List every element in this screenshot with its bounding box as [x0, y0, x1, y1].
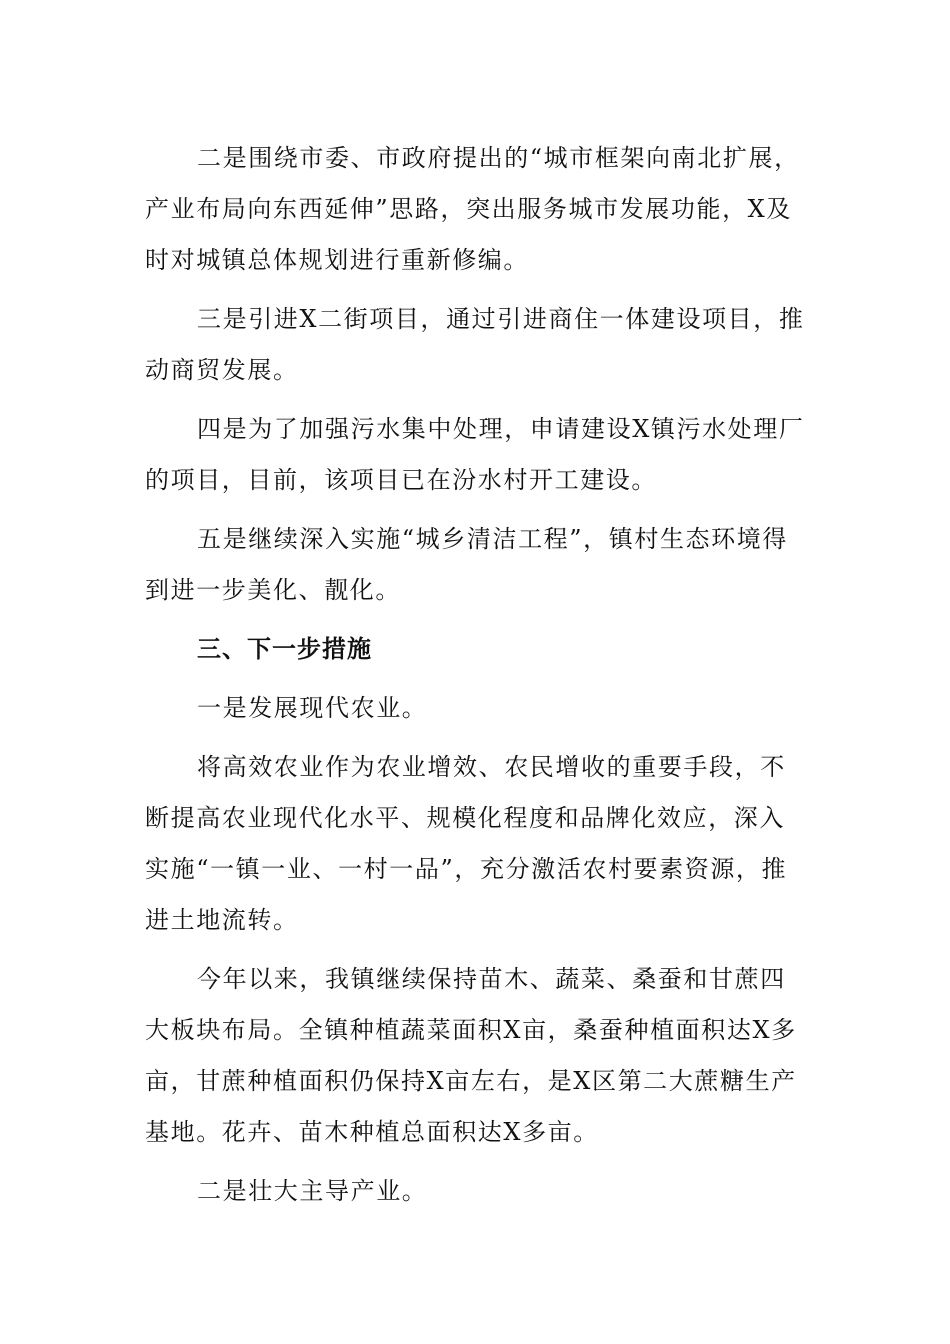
paragraph-5: 一是发展现代农业。: [197, 694, 428, 722]
paragraph-7: 今年以来，我镇继续保持苗木、蔬菜、桑蚕和甘蔗四大板块布局。全镇种植蔬菜面积X亩，桑蚕种植面积达X多亩，甘蔗种植面积仍保持X亩左右，是X区第二大蔗糖生产基地。花卉、苗木种植总面积达X多亩。: [145, 965, 797, 1146]
paragraph-3: 四是为了加强污水集中处理，申请建设X镇污水处理厂的项目，目前，该项目已在汾水村开工建设。: [145, 415, 805, 494]
paragraph-4: 五是继续深入实施“城乡清洁工程”，镇村生态环境得到进一步美化、靓化。: [145, 525, 788, 604]
paragraph-8: 二是壮大主导产业。: [197, 1177, 428, 1205]
section-heading: 三、下一步措施: [197, 635, 372, 663]
document-body: [145, 133, 809, 1217]
paragraph-2: 三是引进X二街项目，通过引进商住一体建设项目，推动商贸发展。: [145, 305, 805, 384]
paragraph-1: 二是围绕市委、市政府提出的“城市框架向南北扩展，产业布局向东西延伸”思路，突出服务城市发展功能，X及时对城镇总体规划进行重新修编。: [145, 144, 800, 274]
paragraph-6: 将高效农业作为农业增效、农民增收的重要手段，不断提高农业现代化水平、规模化程度和品牌化效应，深入实施“一镇一业、一村一品”，充分激活农村要素资源，推进土地流转。: [145, 753, 788, 934]
